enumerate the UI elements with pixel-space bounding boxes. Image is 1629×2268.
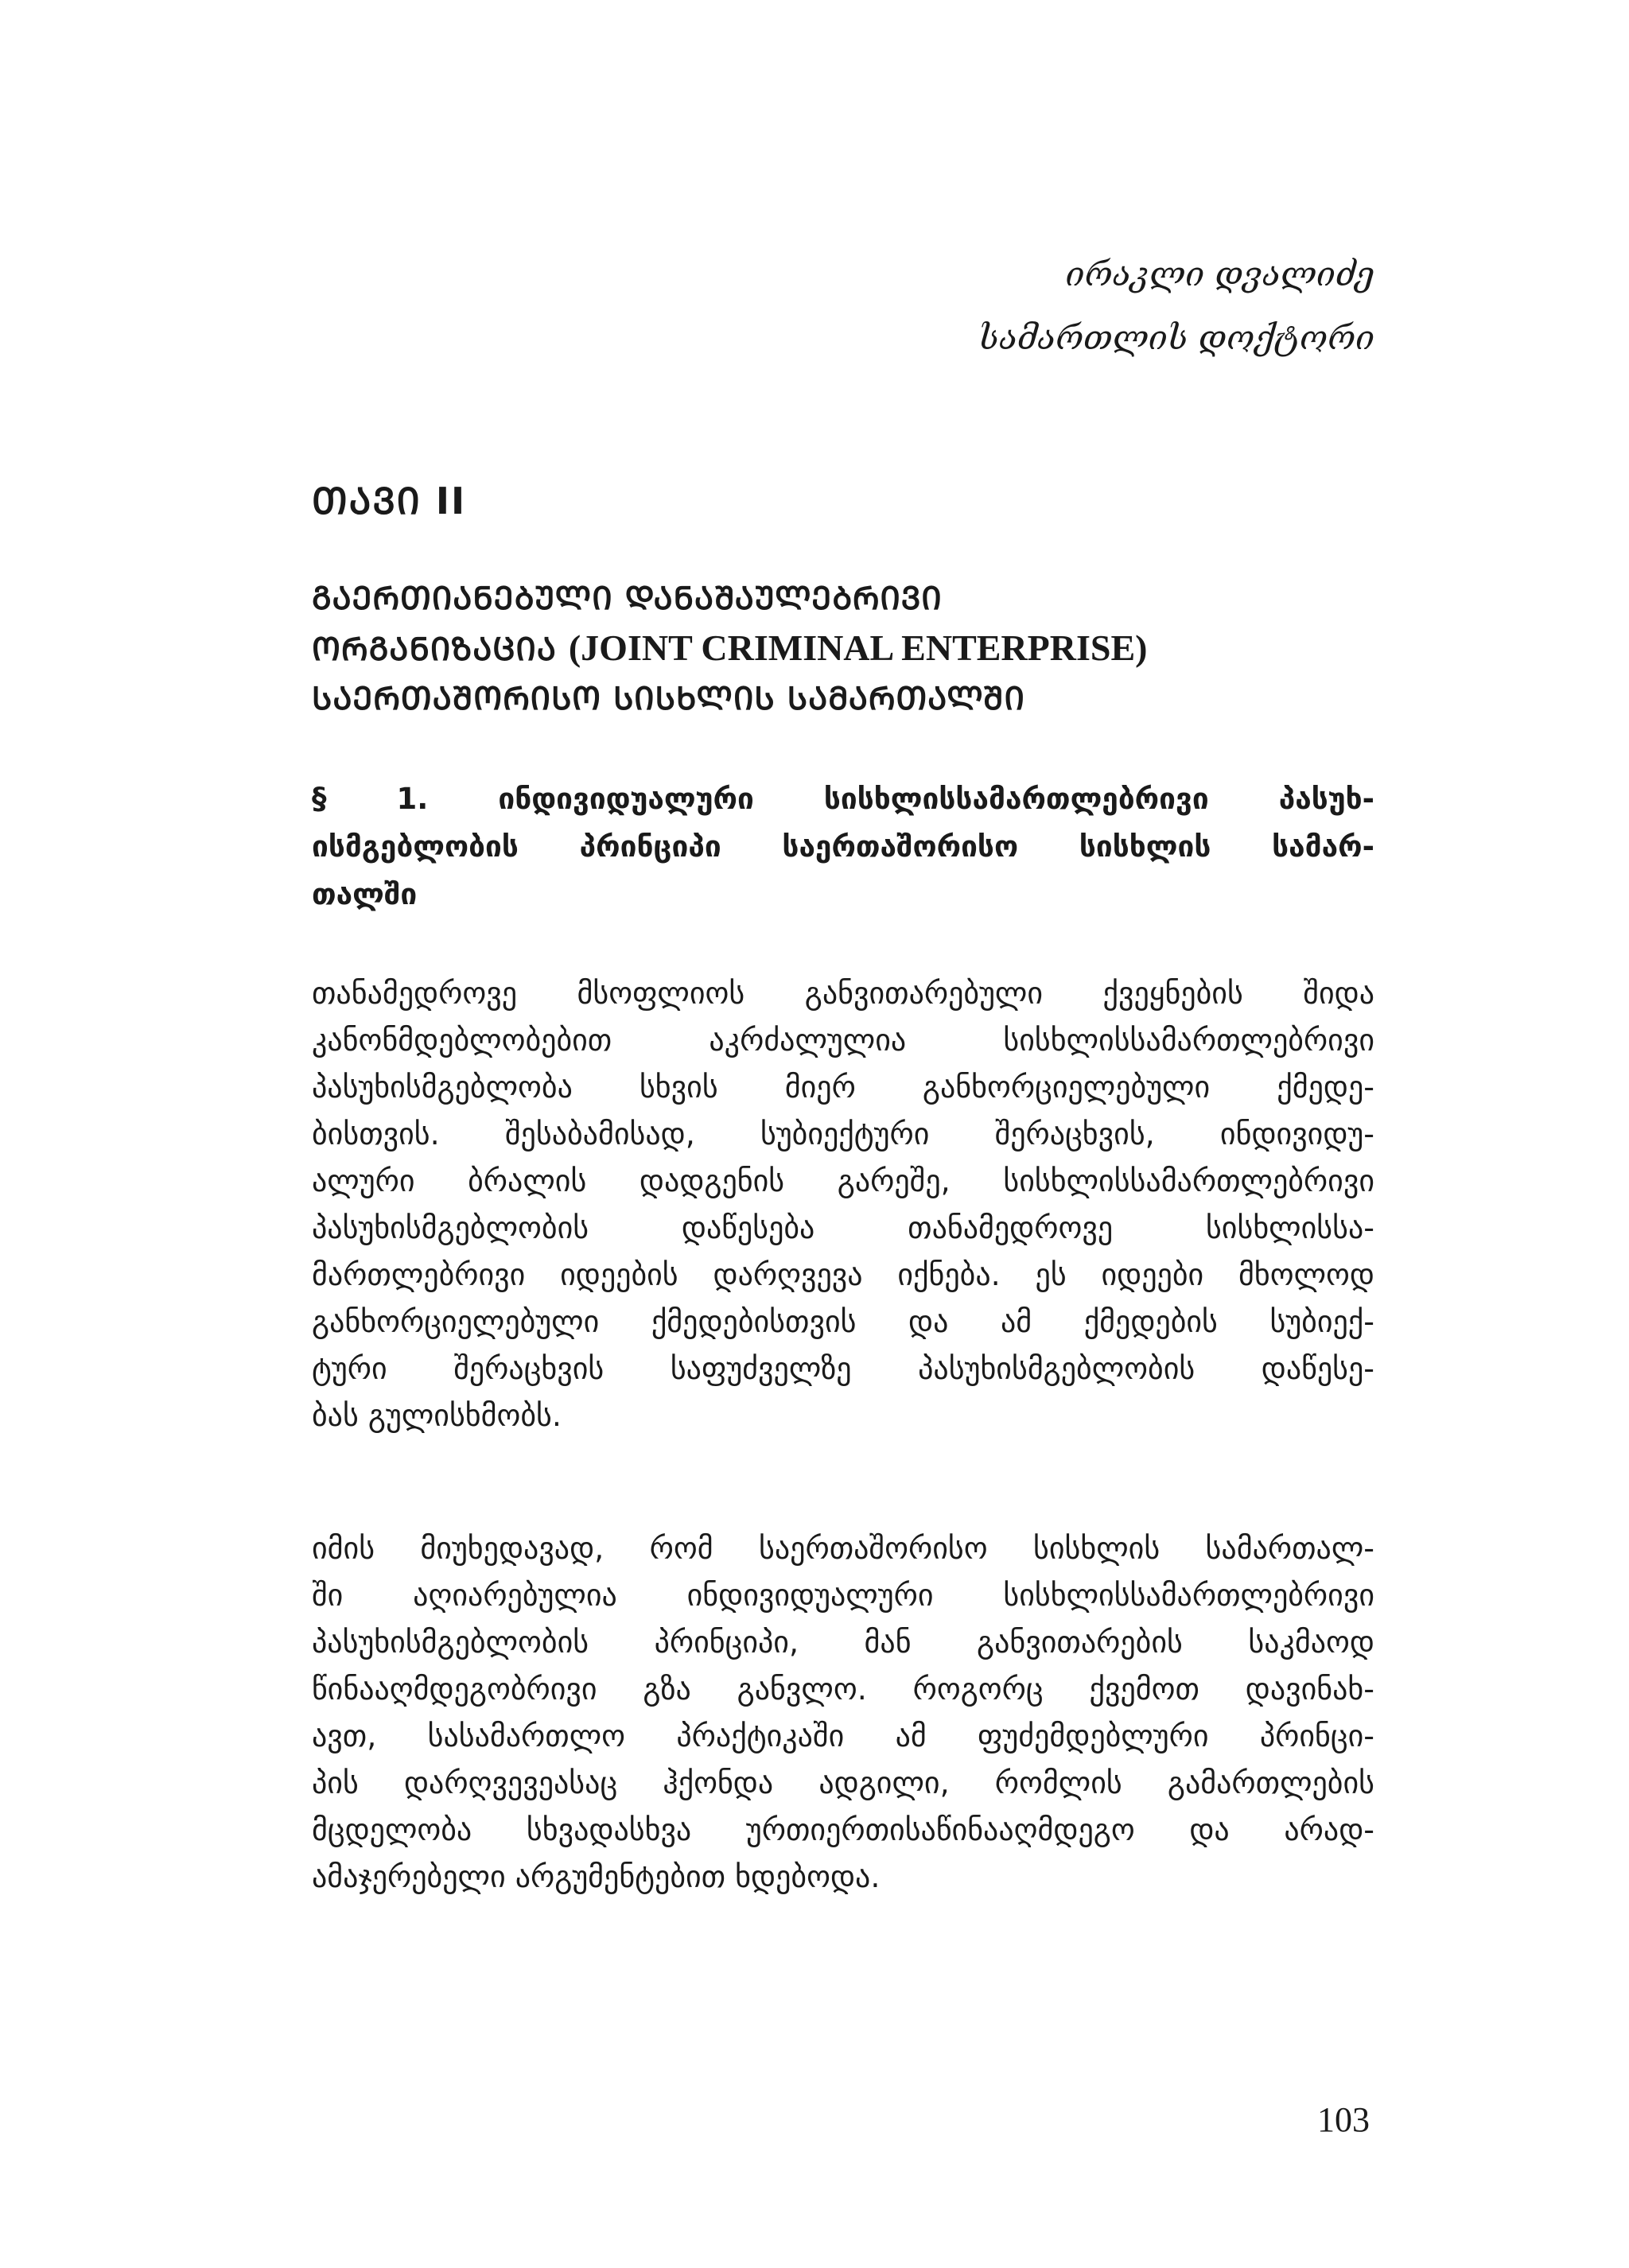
paragraph-line: თანამედროვე მსოფლიოს განვითარებული ქვეყნების შიდა (312, 976, 1374, 1011)
chapter-title-line: ᲡᲐᲔᲠᲗᲐᲨᲝᲠᲘᲡᲝ ᲡᲘᲡᲮᲚᲘᲡ ᲡᲐᲛᲐᲠᲗᲐᲚᲨᲘ (312, 681, 1025, 717)
paragraph-line: იმის მიუხედავად, რომ საერთაშორისო სისხლის სამართალ- (312, 1531, 1374, 1566)
paragraph-line: ამაჯერებელი არგუმენტებით ხდებოდა. (312, 1859, 881, 1894)
paragraph-line: ალური ბრალის დადგენის გარეშე, სისხლისსამართლებრივი (312, 1163, 1374, 1198)
chapter-title-line (312, 623, 1378, 674)
paragraph-line: პის დარღვევეასაც ჰქონდა ადგილი, რომლის გამართლების (312, 1765, 1374, 1800)
paragraph-line: ში აღიარებულია ინდივიდუალური სისხლისსამართლებრივი (312, 1578, 1374, 1613)
paragraph-line: წინააღმდეგობრივი გზა განვლო. როგორც ქვემოთ დავინახ- (312, 1672, 1374, 1707)
paragraph-line: ტური შერაცხვის საფუძველზე პასუხისმგებლობის დაწესე- (312, 1351, 1374, 1386)
chapter-title-line: ᲒᲐᲔᲠᲗᲘᲐᲜᲔᲑᲣᲚᲘ ᲓᲐᲜᲐᲨᲐᲣᲚᲔᲑᲠᲘᲕᲘ (312, 581, 943, 617)
body-paragraph (312, 1525, 1374, 1901)
author-degree: სამართლის დოქტორი (978, 318, 1374, 357)
chapter-title (312, 574, 1378, 724)
chapter-label: ᲗᲐᲕᲘ II (312, 480, 467, 522)
section-heading-line: თალში (312, 877, 418, 911)
author-block (978, 243, 1374, 370)
author-name: ირაკლი დვალიძე (1065, 254, 1374, 293)
chapter-title-latin-part: (JOINT CRIMINAL ENTERPRISE) (568, 627, 1148, 668)
paragraph-line: პასუხისმგებლობის დაწესება თანამედროვე სისხლისსა- (312, 1210, 1374, 1245)
paragraph-line: ავთ, სასამართლო პრაქტიკაში ამ ფუძემდებლური პრინცი- (312, 1718, 1374, 1753)
paragraph-line: პასუხისმგებლობის პრინციპი, მან განვითარების საკმაოდ (312, 1625, 1374, 1660)
paragraph-line: ბას გულისხმობს. (312, 1398, 562, 1433)
section-heading (312, 775, 1374, 918)
paragraph-line: კანონმდებლობებით აკრძალულია სისხლისსამართლებრივი (312, 1023, 1374, 1058)
chapter-title-georgian-part: ᲝᲠᲒᲐᲜᲘᲖᲐᲪᲘᲐ (312, 631, 569, 668)
body-paragraph (312, 970, 1374, 1439)
paragraph-line: ბისთვის. შესაბამისად, სუბიექტური შერაცხვის, ინდივიდუ- (312, 1117, 1374, 1151)
paragraph-line: პასუხისმგებლობა სხვის მიერ განხორციელებული ქმედე- (312, 1070, 1374, 1105)
paragraph-line: მცდელობა სხვადასხვა ურთიერთისაწინააღმდეგო და არად- (312, 1812, 1374, 1847)
page-number: 103 (1317, 2100, 1370, 2139)
section-heading-line: § 1. ინდივიდუალური სისხლისსამართლებრივი პასუხ- (312, 782, 1374, 816)
paragraph-line: განხორციელებული ქმედებისთვის და ამ ქმედების სუბიექ- (312, 1304, 1374, 1339)
paragraph-line: მართლებრივი იდეების დარღვევა იქნება. ეს იდეები მხოლოდ (312, 1257, 1374, 1292)
section-heading-line: ისმგებლობის პრინციპი საერთაშორისო სისხლის სამარ- (312, 829, 1374, 864)
